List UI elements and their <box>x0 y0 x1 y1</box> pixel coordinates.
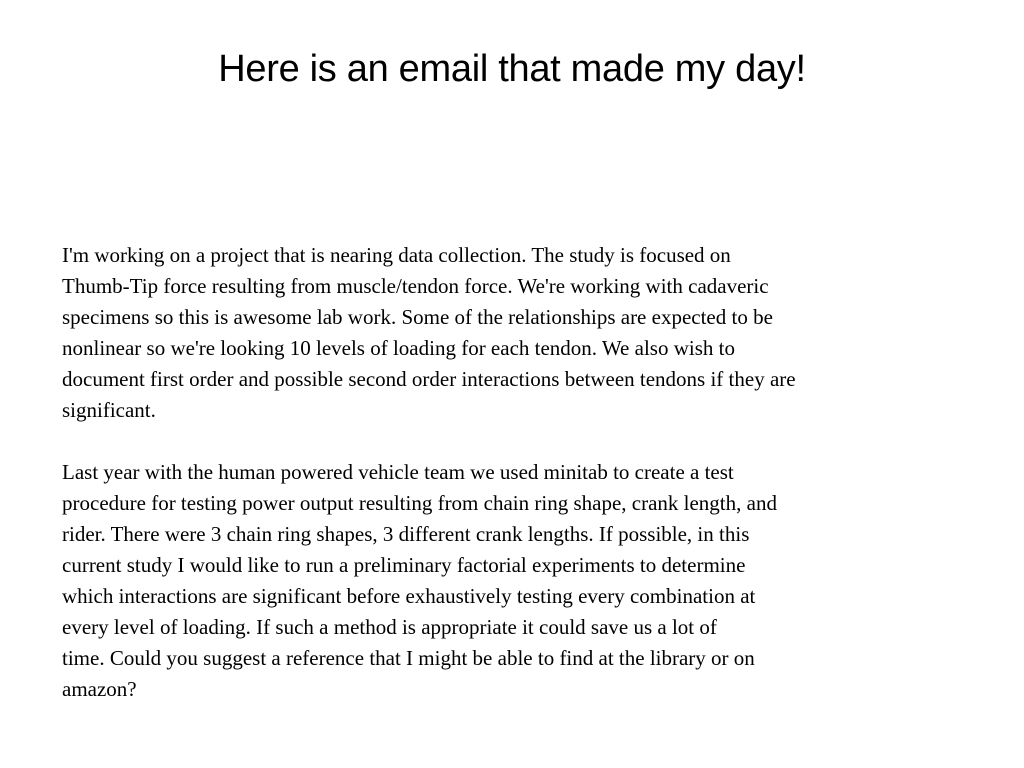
email-paragraph-1: I'm working on a project that is nearing data collection. The study is focused on Thumb-Tip force resulting from muscle/tendon force. We're working with cadaveric specimens so this is awesome lab work. Some of the relationships are expected to be nonlinear so we're looking 10 levels of loading for each tendon. We also wish to document first order and possible second order interactions between tendons if they are significant. <box>62 243 796 422</box>
slide-title: Here is an email that made my day! <box>218 48 806 90</box>
email-body <box>62 240 962 705</box>
email-paragraph-2: Last year with the human powered vehicle team we used minitab to create a test procedure for testing power output resulting from chain ring shape, crank length, and rider. There were 3 chain ring shapes, 3 different crank lengths. If possible, in this current study I would like to run a preliminary factorial experiments to determine which interactions are significant before exhaustively testing every combination at every level of loading. If such a method is appropriate it could save us a lot of time. Could you suggest a reference that I might be able to find at the library or on amazon? <box>62 460 777 701</box>
